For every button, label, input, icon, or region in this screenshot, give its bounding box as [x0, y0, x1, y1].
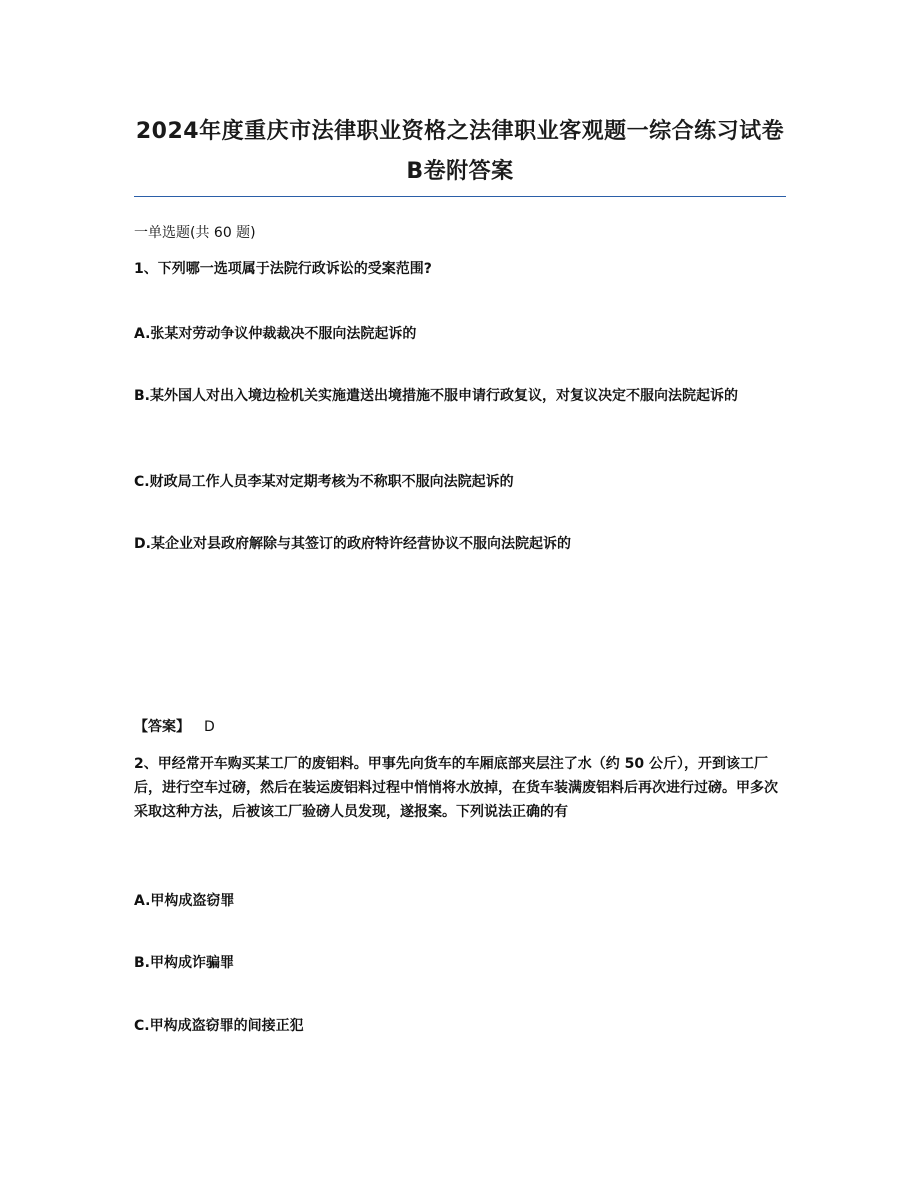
- title-divider: [134, 196, 786, 197]
- document-title: 2024年度重庆市法律职业资格之法律职业客观题一综合练习试卷B卷附答案: [135, 119, 785, 184]
- question-1-answer: [134, 715, 786, 739]
- question-1-option-b: B.某外国人对出入境边检机关实施遣送出境措施不服申请行政复议，对复议决定不服向法院起诉的: [134, 388, 738, 404]
- question-1-option-a: A.张某对劳动争议仲裁裁决不服向法院起诉的: [134, 326, 417, 342]
- section-heading: 一单选题(共 60 题): [134, 225, 256, 241]
- question-2-option-b: B.甲构成诈骗罪: [134, 955, 234, 971]
- question-2-stem: 2、甲经常开车购买某工厂的废铝料。甲事先向货车的车厢底部夹层注了水（约 50 公斤），开到该工厂后，进行空车过磅，然后在装运废铝料过程中悄悄将水放掉，在货车装满废铝料后再次进行过磅。甲多次采取这种方法，后被该工厂验磅人员发现，遂报案。下列说法正确的有: [134, 756, 778, 820]
- answer-value: D: [204, 719, 215, 735]
- question-1-option-d: D.某企业对县政府解除与其签订的政府特许经营协议不服向法院起诉的: [134, 536, 571, 552]
- answer-label: 【答案】: [134, 719, 190, 735]
- question-2-option-a: A.甲构成盗窃罪: [134, 893, 235, 909]
- question-1-option-c: C.财政局工作人员李某对定期考核为不称职不服向法院起诉的: [134, 474, 514, 490]
- question-1-stem: 1、下列哪一选项属于法院行政诉讼的受案范围?: [134, 261, 432, 277]
- question-2-option-c: C.甲构成盗窃罪的间接正犯: [134, 1018, 304, 1034]
